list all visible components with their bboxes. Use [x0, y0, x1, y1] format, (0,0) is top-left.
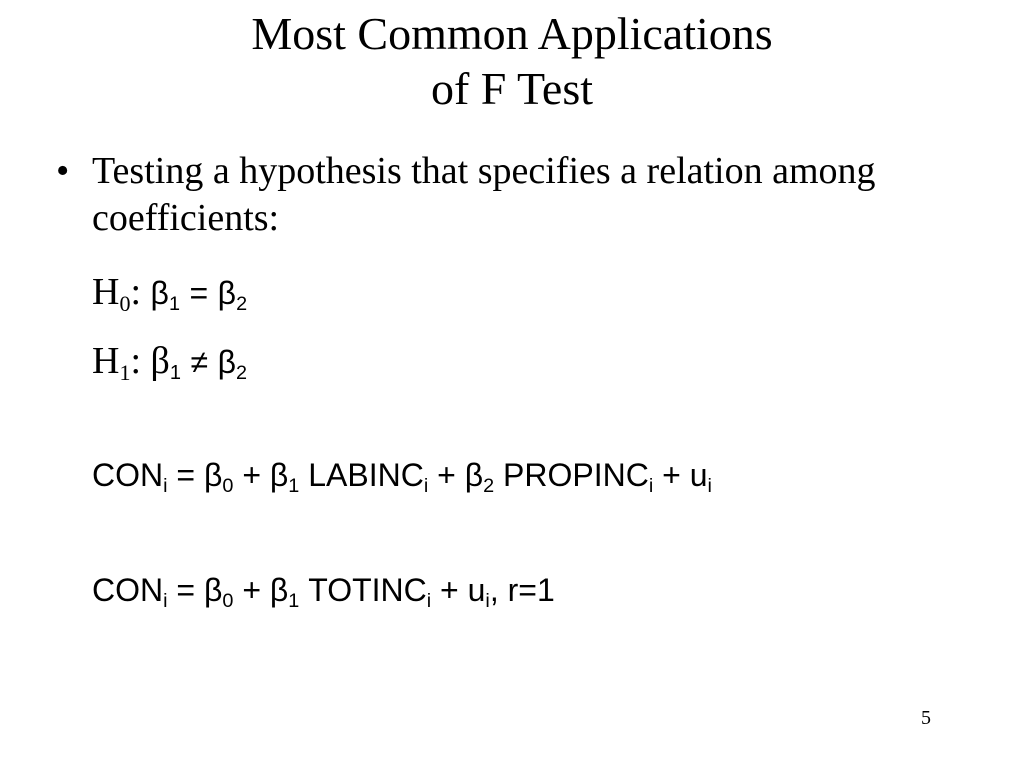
h1-operator: ≠: [190, 344, 209, 380]
h1-colon: :: [130, 340, 142, 382]
eq1-beta2: + $\beta_2$: [437, 457, 495, 498]
eq1-beta0: = $\beta_0$: [176, 457, 234, 498]
h1-beta-b: $\beta_2$: [217, 344, 247, 385]
h0-beta-a: $\beta_1$: [150, 275, 180, 316]
eq1-beta1: + $\beta_1$: [242, 457, 300, 498]
h0-colon: :: [130, 271, 142, 313]
h0-subscript: 0: [119, 291, 131, 317]
eq1-labinc: $LABINC_i$: [308, 457, 429, 498]
hypothesis-null: [92, 270, 248, 317]
eq1-propinc: $PROPINC_i$: [503, 457, 654, 498]
eq1-con: $CON_i$: [92, 457, 168, 498]
slide-title: [0, 6, 1024, 116]
h0-letter: H: [92, 271, 120, 313]
h0-operator: =: [189, 275, 209, 311]
eq2-con: $CON_i$: [92, 572, 168, 613]
hypothesis-alternative: [92, 339, 247, 386]
slide-title-line-2: of F Test: [430, 63, 594, 114]
eq2-error: + $u_i$: [440, 572, 490, 613]
page-number: 5: [921, 707, 931, 729]
eq2-totinc: $TOTINC_i$: [308, 572, 432, 613]
h1-beta-a: $\beta_1$: [150, 340, 181, 385]
eq2-beta0: = $\beta_0$: [176, 572, 234, 613]
h0-beta-b: $\beta_2$: [217, 275, 248, 316]
bullet-item: [56, 148, 956, 242]
bullet-text: Testing a hypothesis that specifies a relation among coefficients:: [92, 150, 876, 239]
equation-restricted: [92, 572, 555, 613]
bullet-marker: •: [56, 150, 70, 192]
bullet-list: [56, 148, 956, 242]
eq2-beta1: + $\beta_1$: [242, 572, 300, 613]
slide-title-line-1: Most Common Applications: [251, 8, 773, 59]
eq2-restriction-count: , r=1: [489, 572, 555, 608]
eq1-error: + $u_i$: [662, 457, 712, 498]
equation-unrestricted: [92, 457, 712, 498]
h1-subscript: 1: [119, 360, 131, 386]
h1-letter: H: [92, 340, 120, 382]
